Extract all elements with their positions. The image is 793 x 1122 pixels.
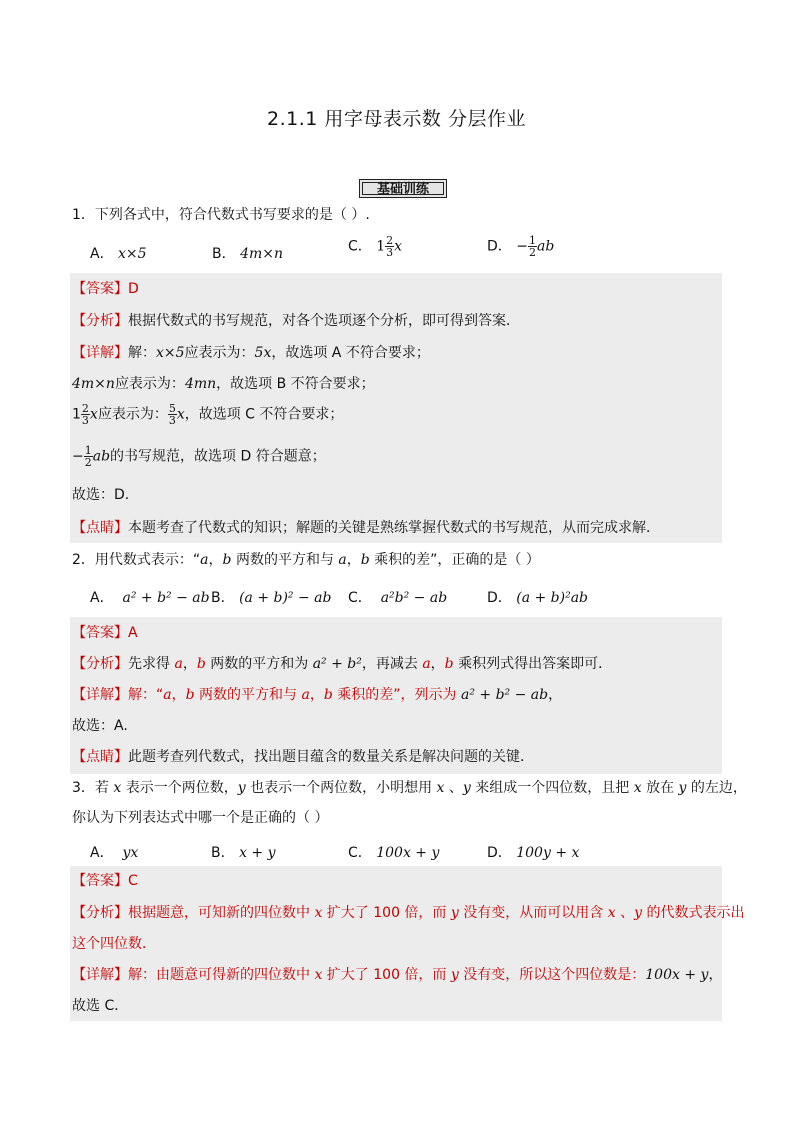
detail-line: 【详解】解：由题意可得新的四位数中 x 扩大了 100 倍，而 y 没有变，所以这个四位数是：100x + y， [72, 967, 723, 983]
option-c: C． 100x + y [348, 845, 440, 861]
analysis-line: 【分析】根据代数式的书写规范，对各个选项逐个分析，即可得到答案． [72, 313, 520, 329]
detail-line-1: 【详解】解：x×5应表示为：5x，故选项 A 不符合要求； [72, 345, 430, 361]
detail-line-2: 4m×n应表示为：4mn，故选项 B 不符合要求； [72, 376, 375, 392]
detail-line-4: − $\frac{1}{2}$ ab的书写规范，故选项 D 符合题意； [72, 444, 326, 469]
question-3-stem-line-1: 3．若 x 表示一个两位数，y 也表示一个两位数，小明想用 x 、y 来组成一个四位数，且把 x 放在 y 的左边， [72, 780, 747, 796]
detail-line-3: 1 $\frac{2}{3}$ x应表示为： $\frac{5}{3}$ x，故选项 C 不符合要求； [72, 402, 344, 427]
option-d: D． 100y + x [487, 845, 580, 861]
option-d: D． (a + b)²ab [487, 590, 589, 606]
question-1-solution [70, 273, 722, 543]
option-a: A． yx [90, 845, 139, 861]
analysis-line: 【分析】先求得 a，b 两数的平方和为 a² + b²，再减去 a，b 乘积列式得出答案即可． [72, 656, 613, 672]
question-3-stem-line-2: 你认为下列表达式中哪一个是正确的（ ） [72, 810, 329, 826]
section-badge [359, 179, 447, 198]
option-d: D． − $\frac{1}{2}$ ab [487, 234, 555, 259]
point-line: 【点睛】本题考查了代数式的知识；解题的关键是熟练掌握代数式的书写规范，从而完成求解． [72, 520, 660, 536]
choose-line: 故选：A. [72, 718, 128, 734]
option-b: B． x + y [211, 845, 276, 861]
detail-line: 【详解】解：“a，b 两数的平方和与 a，b 乘积的差”，列示为 a² + b² − ab， [72, 687, 563, 703]
option-a: A． a² + b² − ab [90, 590, 210, 606]
section-label: 基础训练 [376, 182, 429, 197]
option-b: B． (a + b)² − ab [211, 590, 332, 606]
option-a: A． x×5 [90, 246, 147, 262]
question-3-solution [70, 866, 745, 1021]
option-b: B． 4m×n [212, 246, 283, 262]
question-1-stem: 1．下列各式中，符合代数式书写要求的是（ ）. [72, 207, 370, 223]
point-line: 【点睛】此题考查列代数式，找出题目蕴含的数量关系是解决问题的关键． [72, 749, 534, 765]
page-title: 2.1.1 用字母表示数 分层作业 [267, 108, 526, 130]
choose-line: 故选 C． [72, 998, 129, 1014]
option-c: C． 1 $\frac{2}{3}$ x [348, 234, 403, 259]
option-c: C． a²b² − ab [348, 590, 448, 606]
answer-line: 【答案】A [72, 625, 138, 641]
question-2-stem: 2．用代数式表示：“a，b 两数的平方和与 a，b 乘积的差”，正确的是（ ） [72, 552, 540, 568]
answer-line: 【答案】C [72, 873, 138, 889]
answer-line: 【答案】D [72, 281, 139, 297]
analysis-line-1: 【分析】根据题意，可知新的四位数中 x 扩大了 100 倍，而 y 没有变，从而可以用含 x 、y 的代数式表示出 [72, 905, 745, 921]
question-2-solution [70, 617, 722, 774]
choose-line: 故选：D. [72, 487, 130, 503]
analysis-line-2: 这个四位数． [72, 936, 156, 952]
